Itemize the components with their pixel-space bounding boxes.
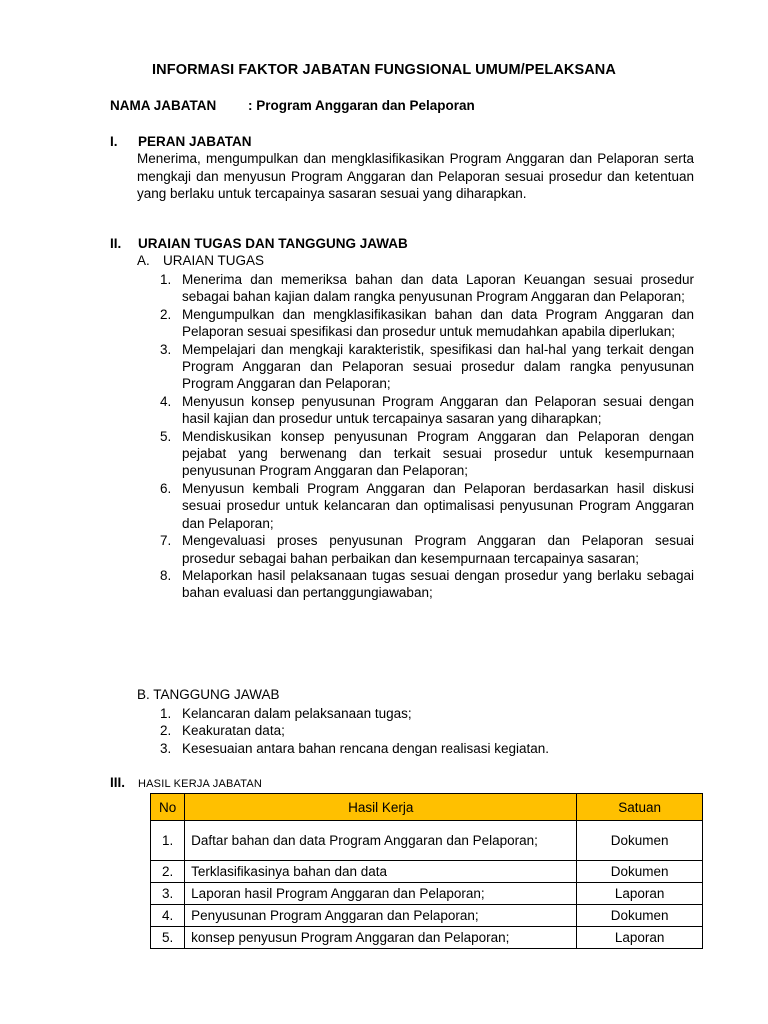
item-number: 1. [160,706,172,721]
table-header-row [151,794,703,821]
item-text: Menyusun konsep penyusunan Program Anggaran dan Pelaporan sesuai dengan hasil kajian dan prosedur untuk tercapainya sasaran yang diharapkan; [182,393,694,427]
header-satuan: Satuan [577,794,703,821]
item-text: Menyusun kembali Program Anggaran dan Pelaporan berdasarkan hasil diskusi sesuai prosedur untuk kelancaran dan optimalisasi penyusunan Program Anggaran dan Pelaporan; [182,480,694,531]
list-item [160,532,694,567]
uraian-tugas-list [160,271,694,602]
nama-jabatan-value: : Program Anggaran dan Pelaporan [248,98,475,113]
table-row [151,821,703,861]
list-item [160,306,694,341]
section-1-number: I. [110,134,118,149]
table-row [151,927,703,949]
item-text: Menerima dan memeriksa bahan dan data Laporan Keuangan sesuai prosedur sebagai bahan kajian dalam rangka penyusunan Program Anggaran dan Pelaporan; [182,272,694,305]
item-text: Kelancaran dalam pelaksanaan tugas; [182,706,412,721]
list-item [160,428,694,480]
list-item [160,341,694,393]
cell-hasil: Laporan hasil Program Anggaran dan Pelaporan; [185,883,577,905]
item-text: Mendiskusikan konsep penyusunan Program Anggaran dan Pelaporan dengan pejabat yang berwenang dan terkait sesuai prosedur untuk kesempurnaan penyusunan Program Anggaran dan Pelaporan; [182,428,694,479]
uraian-tugas-heading [137,253,264,268]
cell-hasil: Penyusunan Program Anggaran dan Pelaporan; [185,905,577,927]
header-hasil-kerja: Hasil Kerja [185,794,577,821]
nama-jabatan-label: NAMA JABATAN [110,98,217,113]
item-number: 4. [160,393,172,409]
cell-no: 5. [151,927,185,949]
item-text: Keakuratan data; [182,723,285,739]
hasil-kerja-table [150,793,703,949]
uraian-tugas-title: URAIAN TUGAS [163,253,265,268]
document-title: INFORMASI FAKTOR JABATAN FUNGSIONAL UMUM/PELAKSANA [152,62,616,78]
cell-satuan: Dokumen [577,905,703,927]
item-number: 6. [160,480,172,496]
item-text: Mengumpulkan dan mengklasifikasikan bahan dan data Program Anggaran dan Pelaporan sesuai spesifikasi dan prosedur untuk memudahkan apabila diperlukan; [182,306,694,340]
section-3-title: HASIL KERJA JABATAN [138,778,263,790]
item-number: 3. [160,740,172,756]
table-row [151,861,703,883]
list-item [160,271,694,306]
list-item [160,393,694,428]
list-item [160,567,694,602]
section-3-number: III. [110,775,126,790]
section-3-heading [110,775,262,790]
cell-satuan: Laporan [577,883,703,905]
section-2-title: URAIAN TUGAS DAN TANGGUNG JAWAB [138,236,408,251]
list-item [160,480,694,532]
item-number: 5. [160,428,172,444]
item-number: 3. [160,341,172,357]
section-2-number: II. [110,236,122,251]
cell-no: 2. [151,861,185,883]
item-text: Mempelajari dan mengkaji karakteristik, spesifikasi dan hal-hal yang terkait dengan Program Anggaran dan Pelaporan sesuai prosedur dalam rangka penyusunan Program Anggaran dan Pelaporan; [182,341,694,392]
item-number: 1. [160,272,172,287]
uraian-tugas-letter: A. [137,253,150,268]
list-item [160,705,694,722]
list-item [160,740,694,757]
peran-jabatan-text: Menerima, mengumpulkan dan mengklasifikasikan Program Anggaran dan Pelaporan serta mengkaji dan menyusun Program Anggaran dan Pelaporan sesuai prosedur dan ketentuan yang berlaku untuk tercapainya sasaran sesuai yang diharapkan. [137,151,694,202]
section-1-title: PERAN JABATAN [138,134,252,149]
item-text: Kesesuaian antara bahan rencana dengan realisasi kegiatan. [182,740,550,756]
section-1-heading [110,134,252,149]
cell-satuan: Laporan [577,927,703,949]
table-row [151,905,703,927]
cell-no: 4. [151,905,185,927]
cell-hasil: Terklasifikasinya bahan dan data [185,861,577,883]
tanggung-jawab-list [160,705,694,757]
section-2-heading [110,236,408,251]
cell-satuan: Dokumen [577,821,703,861]
cell-hasil: Daftar bahan dan data Program Anggaran dan Pelaporan; [185,821,577,861]
item-text: Melaporkan hasil pelaksanaan tugas sesuai dengan prosedur yang berlaku sebagai bahan evaluasi dan pertanggungiawaban; [182,567,694,601]
cell-hasil: konsep penyusun Program Anggaran dan Pelaporan; [185,927,577,949]
cell-no: 1. [151,821,185,861]
table-row [151,883,703,905]
cell-satuan: Dokumen [577,861,703,883]
tanggung-jawab-heading: B. TANGGUNG JAWAB [137,687,280,702]
item-number: 7. [160,533,172,549]
item-text: Mengevaluasi proses penyusunan Program Anggaran dan Pelaporan sesuai prosedur sebagai bahan perbaikan dan kesempurnaan tercapainya sasaran; [182,533,694,566]
nama-jabatan-line [110,98,475,113]
item-number: 8. [160,567,172,583]
header-no: No [151,794,185,821]
cell-no: 3. [151,883,185,905]
list-item [160,722,694,739]
item-number: 2. [160,723,172,739]
item-number: 2. [160,306,172,322]
